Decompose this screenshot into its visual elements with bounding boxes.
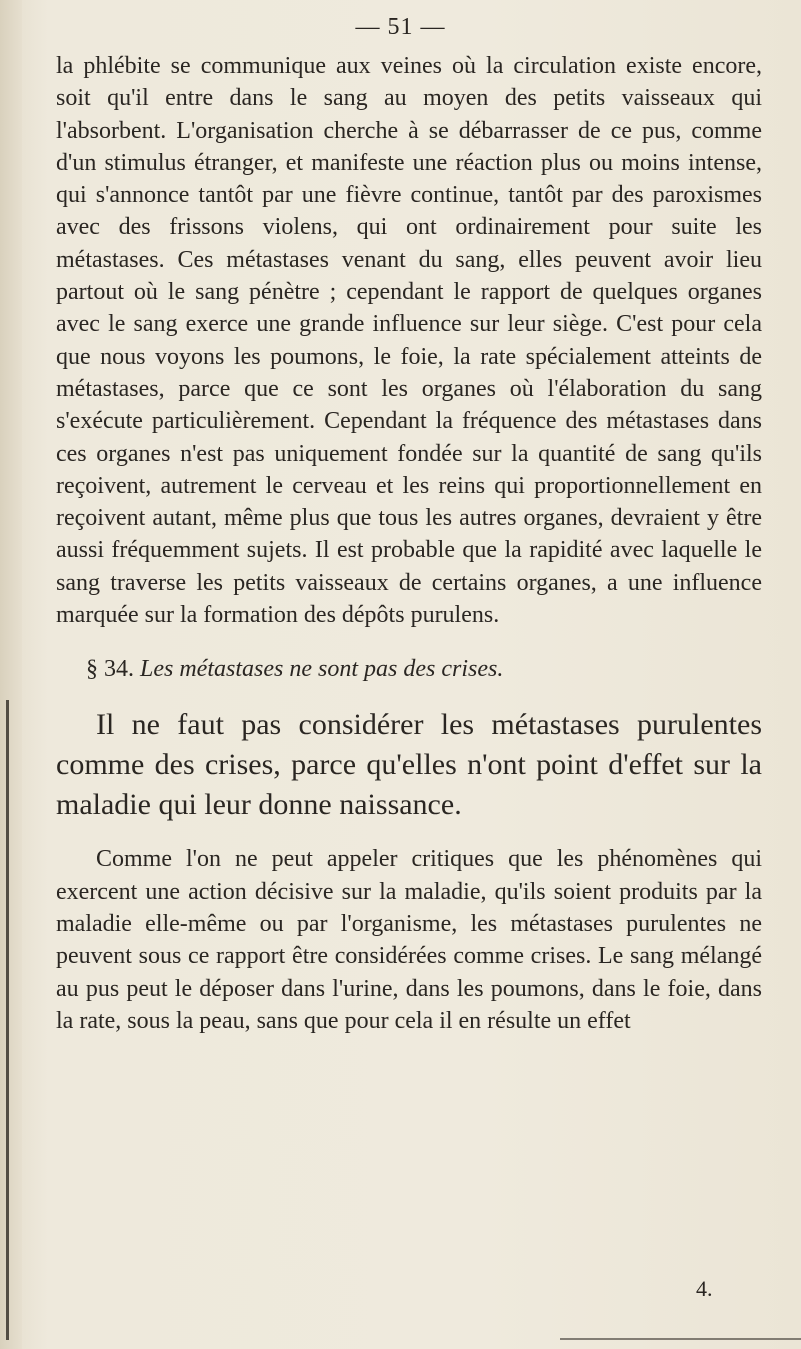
bottom-edge-line [560,1338,801,1340]
body-paragraph-1: la phlébite se communique aux veines où la circulation existe encore, soit qu'il entre dans le sang au moyen des petits vaisseaux qui l'absorbent. L'organisation cherche à se débarrasser de ce pus, comme d'un stimulus étranger, et manifeste une réaction plus ou moins intense, qui s'annonce tantôt par une fièvre continue, tantôt par des paroxismes avec des frissons violens, qui ont ordinairement pour suite les métastases. Ces métastases venant du sang, elles peuvent avoir lieu partout où le sang pénètre ; cependant le rapport de quelques organes avec le sang exerce une grande influence sur leur siège. C'est pour cela que nous voyons les poumons, le foie, la rate spécialement atteints de métastases, parce que ce sont les organes où l'élaboration du sang s'exécute particulièrement. Cependant la fréquence des métastases dans ces organes n'est pas uniquement fondée sur la quantité de sang qu'ils reçoivent, autrement le cerveau et les reins qui proportionnellement en reçoivent autant, même plus que tous les autres organes, devraient y être aussi fréquemment sujets. Il est probable que la rapidité avec laquelle le sang traverse les petits vaisseaux de certains organes, a une influence marquée sur la formation des dépôts purulens. [56,53,762,629]
page-left-edge [0,0,22,1349]
gutter-shadow-line [6,700,9,1340]
section-thesis: Il ne faut pas considérer les métastases purulentes comme des crises, parce qu'elles n'ont point d'effet sur la maladie qui leur donne naissance. [56,708,762,822]
section-number: § 34. [86,656,134,683]
section-title: Les métastases ne sont pas des crises. [140,656,504,683]
body-paragraph-2: Comme l'on ne peut appeler critiques que les phénomènes qui exercent une action décisive sur la maladie, qu'ils soient produits par la maladie elle-même ou par l'organisme, les métastases purulentes ne peuvent sous ce rapport être considérées comme crises. Le sang mélangé au pus peut le déposer dans l'urine, dans les poumons, dans le foie, dans la rate, sous la peau, sans que pour cela il en résulte un effet [56,846,762,1034]
page-content [56,50,762,1037]
page-number: — 51 — [355,14,446,40]
signature-mark: 4. [696,1276,713,1301]
section-heading [56,653,762,685]
